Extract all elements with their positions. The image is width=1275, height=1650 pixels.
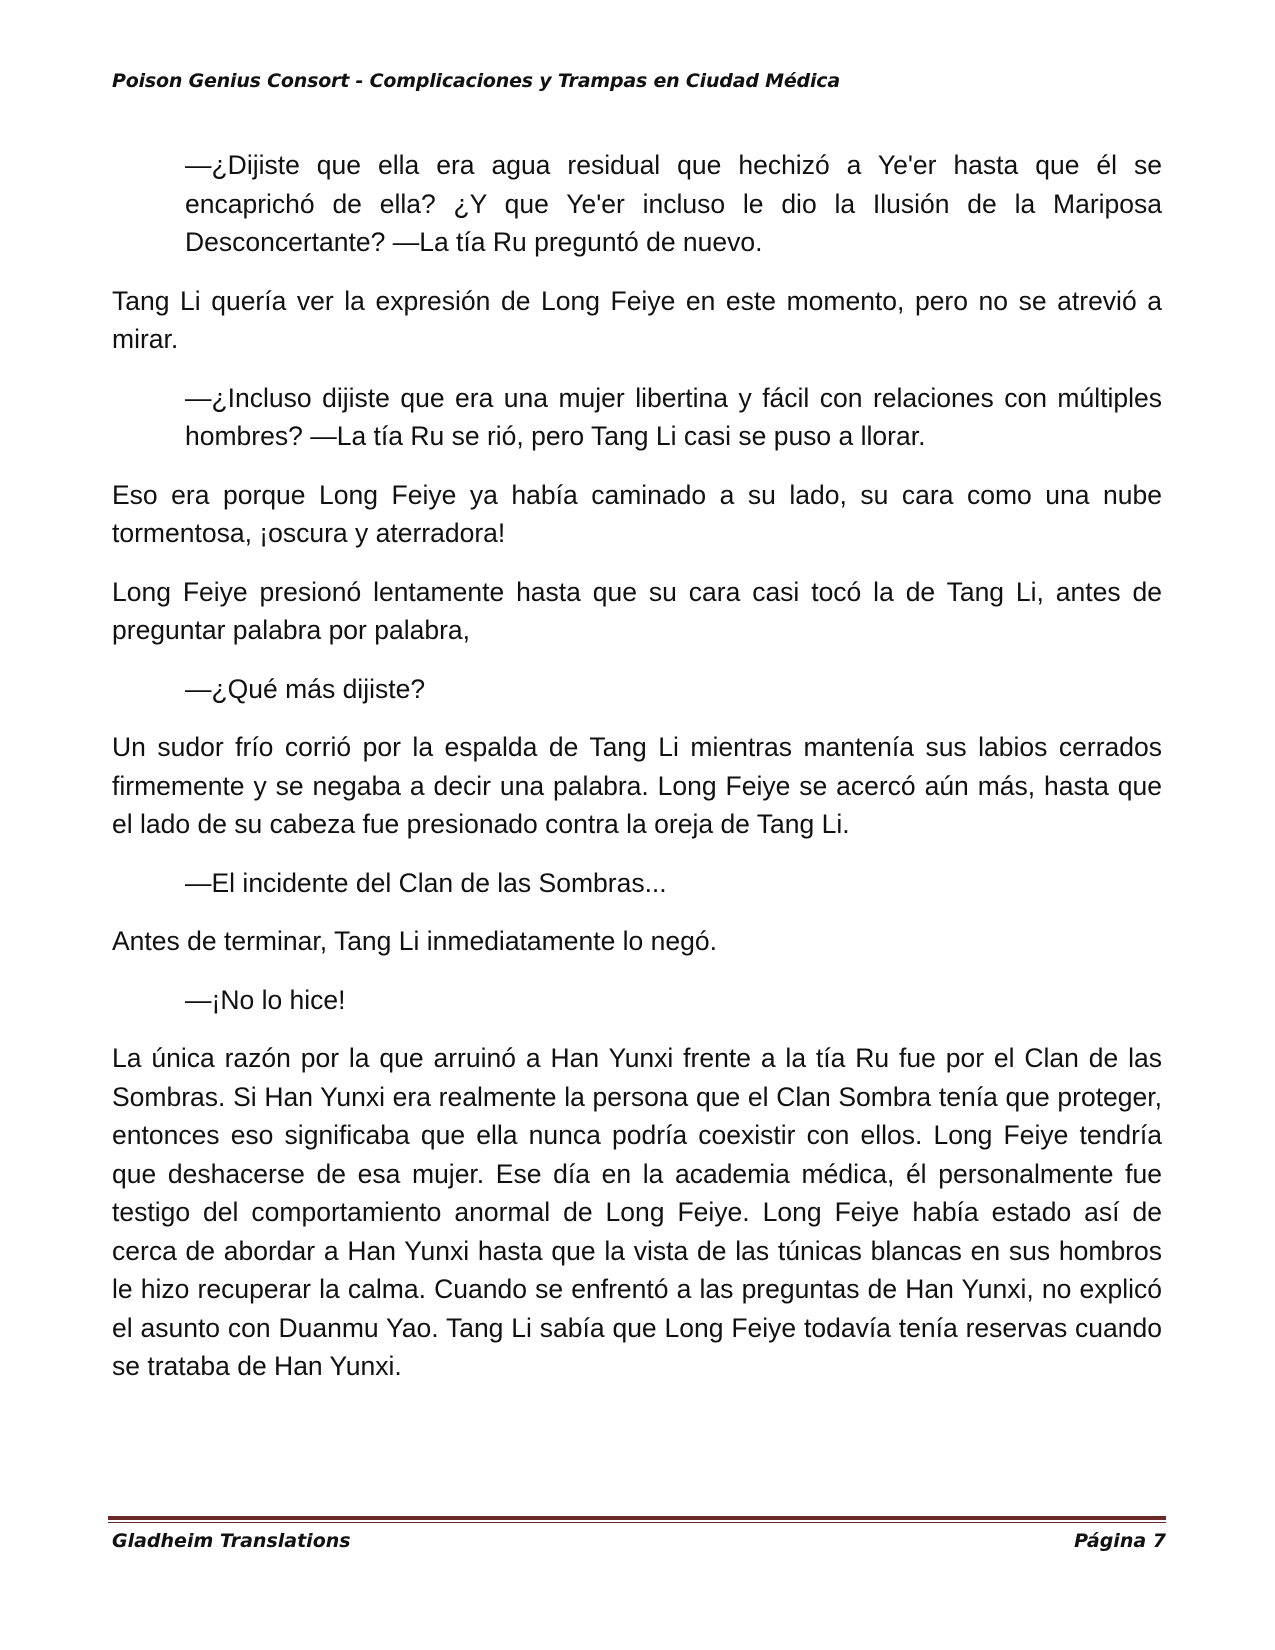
paragraph-dialog: —El incidente del Clan de las Sombras... [185, 867, 667, 898]
paragraph-dialog: —¿Incluso dijiste que era una mujer libertina y fácil con relaciones con múltiples hombres? —La tía Ru se rió, pero Tang Li casi se puso a llorar. [185, 382, 1162, 451]
footer-divider [108, 1516, 1166, 1520]
paragraph-dialog: —¿Dijiste que ella era agua residual que hechizó a Ye'er hasta que él se encaprichó de ella? ¿Y que Ye'er incluso le dio la Ilusión de la Mariposa Desconcertante? —La tía Ru preguntó de nuevo. [185, 150, 1162, 257]
paragraph-narration: La única razón por la que arruinó a Han Yunxi frente a la tía Ru fue por el Clan de las Sombras. Si Han Yunxi era realmente la persona que el Clan Sombra tenía que proteger, entonces eso significaba que ella nunca podría coexistir con ellos. Long Feiye tendría que deshacerse de esa mujer. Ese día en la academia médica, él personalmente fue testigo del comportamiento anormal de Long Feiye. Long Feiye había estado así de cerca de abordar a Han Yunxi hasta que la vista de las túnicas blancas en sus hombros le hizo recuperar la calma. Cuando se enfrentó a las preguntas de Han Yunxi, no explicó el asunto con Duanmu Yao. Tang Li sabía que Long Feiye todavía tenía reservas cuando se trataba de Han Yunxi. [112, 1043, 1162, 1381]
paragraph-narration: Eso era porque Long Feiye ya había caminado a su lado, su cara como una nube tormentosa, ¡oscura y aterradora! [112, 479, 1162, 548]
page-header-title: Poison Genius Consort - Complicaciones y Trampas en Ciudad Médica [112, 70, 840, 92]
paragraph-narration: Tang Li quería ver la expresión de Long Feiye en este momento, pero no se atrevió a mirar. [112, 285, 1162, 354]
document-body [112, 146, 1162, 1406]
paragraph-narration: Antes de terminar, Tang Li inmediatamente lo negó. [112, 926, 717, 956]
paragraph-narration: Un sudor frío corrió por la espalda de Tang Li mientras mantenía sus labios cerrados firmemente y se negaba a decir una palabra. Long Feiye se acercó aún más, hasta que el lado de su cabeza fue presionado contra la oreja de Tang Li. [112, 732, 1162, 839]
footer-page-number: Página 7 [1074, 1530, 1166, 1552]
paragraph-dialog: —¿Qué más dijiste? [185, 673, 426, 704]
paragraph-narration: Long Feiye presionó lentamente hasta que su cara casi tocó la de Tang Li, antes de preguntar palabra por palabra, [112, 576, 1162, 645]
footer-publisher: Gladheim Translations [112, 1530, 351, 1552]
paragraph-dialog: —¡No lo hice! [185, 984, 346, 1015]
